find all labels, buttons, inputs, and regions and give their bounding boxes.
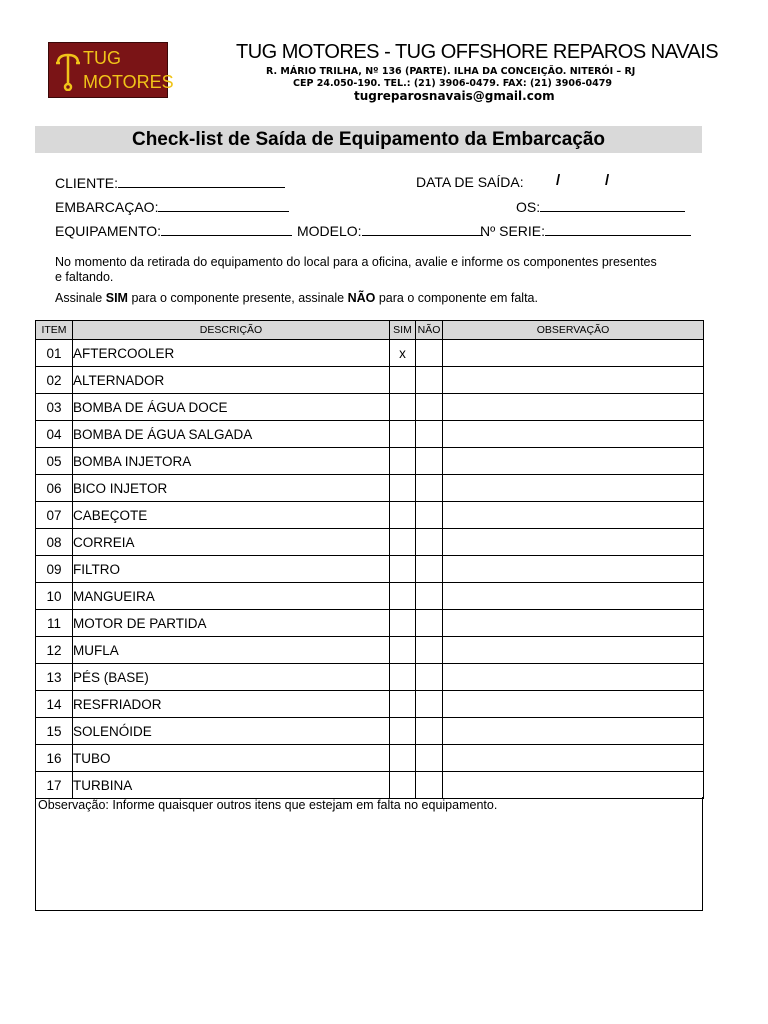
- row-observation-cell[interactable]: [443, 421, 704, 448]
- row-observation-cell[interactable]: [443, 367, 704, 394]
- row-description: MUFLA: [73, 637, 390, 664]
- company-logo: [48, 42, 174, 98]
- table-row: [36, 637, 704, 664]
- row-nao-checkbox[interactable]: [416, 583, 443, 610]
- row-item-number: 12: [36, 637, 73, 664]
- table-row: [36, 475, 704, 502]
- os-label: OS:: [516, 199, 541, 215]
- row-sim-checkbox[interactable]: [390, 610, 416, 637]
- legend-middle: para o componente presente, assinale: [131, 291, 345, 305]
- equipamento-line[interactable]: [161, 222, 292, 236]
- table-row: [36, 529, 704, 556]
- row-sim-checkbox[interactable]: [390, 718, 416, 745]
- equipamento-field[interactable]: [55, 222, 292, 239]
- serie-line[interactable]: [545, 222, 691, 236]
- row-sim-checkbox[interactable]: [390, 421, 416, 448]
- legend-sim: SIM: [105, 291, 128, 305]
- row-description: BOMBA DE ÁGUA DOCE: [73, 394, 390, 421]
- modelo-label: MODELO:: [297, 223, 362, 239]
- row-description: CORREIA: [73, 529, 390, 556]
- legend-end: para o componente em falta.: [378, 291, 538, 305]
- row-item-number: 02: [36, 367, 73, 394]
- row-sim-checkbox[interactable]: x: [390, 340, 416, 367]
- address-line-2: CEP 24.050-190. TEL.: (21) 3906-0479. FAX: (21) 3906-0479: [293, 78, 612, 89]
- row-item-number: 13: [36, 664, 73, 691]
- cliente-label: CLIENTE:: [55, 175, 119, 191]
- table-row: [36, 664, 704, 691]
- row-sim-checkbox[interactable]: [390, 529, 416, 556]
- header-descricao: DESCRIÇÃO: [73, 321, 390, 340]
- row-sim-checkbox[interactable]: [390, 394, 416, 421]
- address-line-1: R. MÁRIO TRILHA, Nº 136 (PARTE). ILHA DA CONCEIÇÃO. NITERÓI – RJ: [266, 66, 636, 77]
- row-description: SOLENÓIDE: [73, 718, 390, 745]
- table-row: [36, 745, 704, 772]
- row-description: ALTERNADOR: [73, 367, 390, 394]
- row-item-number: 07: [36, 502, 73, 529]
- row-description: PÉS (BASE): [73, 664, 390, 691]
- equipamento-label: EQUIPAMENTO:: [55, 223, 162, 239]
- row-item-number: 09: [36, 556, 73, 583]
- embarcacao-label: EMBARCAÇAO:: [55, 199, 159, 215]
- email-address: tugreparosnavais@gmail.com: [354, 89, 555, 103]
- row-description: FILTRO: [73, 556, 390, 583]
- table-row: [36, 421, 704, 448]
- observation-note: Observação: Informe quaisquer outros itens que estejam em falta no equipamento.: [38, 798, 498, 812]
- row-item-number: 03: [36, 394, 73, 421]
- row-description: AFTERCOOLER: [73, 340, 390, 367]
- logo-text-tug: TUG: [83, 48, 121, 68]
- table-header-row: [36, 321, 704, 340]
- table-row: [36, 610, 704, 637]
- row-sim-checkbox[interactable]: [390, 664, 416, 691]
- row-sim-checkbox[interactable]: [390, 448, 416, 475]
- table-row: [36, 583, 704, 610]
- row-sim-checkbox[interactable]: [390, 475, 416, 502]
- instructions-paragraph: No momento da retirada do equipamento do local para a oficina, avalie e informe os componentes presentes e faltando.: [55, 255, 657, 284]
- row-item-number: 17: [36, 772, 73, 799]
- row-nao-checkbox[interactable]: [416, 340, 443, 367]
- embarcacao-field[interactable]: [55, 198, 289, 215]
- table-row: [36, 394, 704, 421]
- form-title-bar: [35, 126, 702, 153]
- row-sim-checkbox[interactable]: [390, 772, 416, 799]
- company-name: TUG MOTORES - TUG OFFSHORE REPAROS NAVAIS: [236, 41, 719, 63]
- table-row: [36, 718, 704, 745]
- row-description: CABEÇOTE: [73, 502, 390, 529]
- table-row: [36, 448, 704, 475]
- row-nao-checkbox[interactable]: [416, 745, 443, 772]
- row-nao-checkbox[interactable]: [416, 367, 443, 394]
- row-item-number: 11: [36, 610, 73, 637]
- row-description: RESFRIADOR: [73, 691, 390, 718]
- row-observation-cell[interactable]: [443, 583, 704, 610]
- date-separator-1: /: [556, 172, 561, 189]
- os-field[interactable]: [516, 198, 685, 215]
- row-observation-cell[interactable]: [443, 610, 704, 637]
- row-description: TUBO: [73, 745, 390, 772]
- table-row: [36, 556, 704, 583]
- data-saida-label: DATA DE SAÍDA:: [416, 174, 524, 190]
- row-sim-checkbox[interactable]: [390, 637, 416, 664]
- row-observation-cell[interactable]: [443, 394, 704, 421]
- row-item-number: 01: [36, 340, 73, 367]
- cliente-line[interactable]: [118, 174, 285, 188]
- row-sim-checkbox[interactable]: [390, 502, 416, 529]
- row-nao-checkbox[interactable]: [416, 718, 443, 745]
- serie-label: Nº SERIE:: [480, 223, 546, 239]
- observation-box[interactable]: [35, 797, 703, 911]
- form-title: Check-list de Saída de Equipamento da Embarcação: [131, 129, 606, 150]
- row-item-number: 10: [36, 583, 73, 610]
- row-nao-checkbox[interactable]: [416, 475, 443, 502]
- header-sim: SIM: [390, 321, 416, 340]
- row-nao-checkbox[interactable]: [416, 691, 443, 718]
- row-description: MOTOR DE PARTIDA: [73, 610, 390, 637]
- row-sim-checkbox[interactable]: [390, 367, 416, 394]
- row-nao-checkbox[interactable]: [416, 610, 443, 637]
- row-observation-cell[interactable]: [443, 502, 704, 529]
- row-nao-checkbox[interactable]: [416, 421, 443, 448]
- serie-field[interactable]: [480, 222, 691, 239]
- row-nao-checkbox[interactable]: [416, 448, 443, 475]
- row-item-number: 16: [36, 745, 73, 772]
- row-observation-cell[interactable]: [443, 745, 704, 772]
- row-nao-checkbox[interactable]: [416, 394, 443, 421]
- row-sim-checkbox[interactable]: [390, 691, 416, 718]
- row-observation-cell[interactable]: [443, 340, 704, 367]
- checklist-table: [35, 320, 704, 799]
- table-row: [36, 691, 704, 718]
- row-observation-cell[interactable]: [443, 691, 704, 718]
- modelo-line[interactable]: [362, 222, 483, 236]
- modelo-field[interactable]: [297, 222, 483, 239]
- logo-text-motores: MOTORES: [83, 72, 174, 92]
- table-row: [36, 772, 704, 799]
- embarcacao-line[interactable]: [158, 198, 289, 212]
- row-item-number: 05: [36, 448, 73, 475]
- row-description: BICO INJETOR: [73, 475, 390, 502]
- row-description: TURBINA: [73, 772, 390, 799]
- legend-nao: NÃO: [347, 291, 376, 305]
- cliente-field[interactable]: [55, 174, 285, 191]
- row-item-number: 08: [36, 529, 73, 556]
- anchor-icon: [55, 49, 81, 91]
- header-observacao: OBSERVAÇÃO: [443, 321, 704, 340]
- row-item-number: 15: [36, 718, 73, 745]
- row-observation-cell[interactable]: [443, 718, 704, 745]
- os-line[interactable]: [540, 198, 685, 212]
- row-nao-checkbox[interactable]: [416, 556, 443, 583]
- table-row: [36, 340, 704, 367]
- row-observation-cell[interactable]: [443, 448, 704, 475]
- row-nao-checkbox[interactable]: [416, 772, 443, 799]
- row-observation-cell[interactable]: [443, 529, 704, 556]
- header-nao: NÃO: [416, 321, 443, 340]
- legend-assinale: Assinale: [55, 291, 103, 305]
- row-observation-cell[interactable]: [443, 664, 704, 691]
- row-item-number: 06: [36, 475, 73, 502]
- header-item: ITEM: [36, 321, 73, 340]
- row-observation-cell[interactable]: [443, 556, 704, 583]
- row-sim-checkbox[interactable]: [390, 745, 416, 772]
- date-separator-2: /: [605, 172, 610, 189]
- row-observation-cell[interactable]: [443, 475, 704, 502]
- row-sim-checkbox[interactable]: [390, 556, 416, 583]
- row-nao-checkbox[interactable]: [416, 529, 443, 556]
- row-item-number: 04: [36, 421, 73, 448]
- row-sim-checkbox[interactable]: [390, 583, 416, 610]
- row-nao-checkbox[interactable]: [416, 637, 443, 664]
- row-description: BOMBA INJETORA: [73, 448, 390, 475]
- instructions-legend: [55, 291, 538, 305]
- row-item-number: 14: [36, 691, 73, 718]
- table-row: [36, 502, 704, 529]
- row-observation-cell[interactable]: [443, 772, 704, 799]
- table-row: [36, 367, 704, 394]
- row-nao-checkbox[interactable]: [416, 502, 443, 529]
- row-description: BOMBA DE ÁGUA SALGADA: [73, 421, 390, 448]
- row-nao-checkbox[interactable]: [416, 664, 443, 691]
- row-observation-cell[interactable]: [443, 637, 704, 664]
- row-description: MANGUEIRA: [73, 583, 390, 610]
